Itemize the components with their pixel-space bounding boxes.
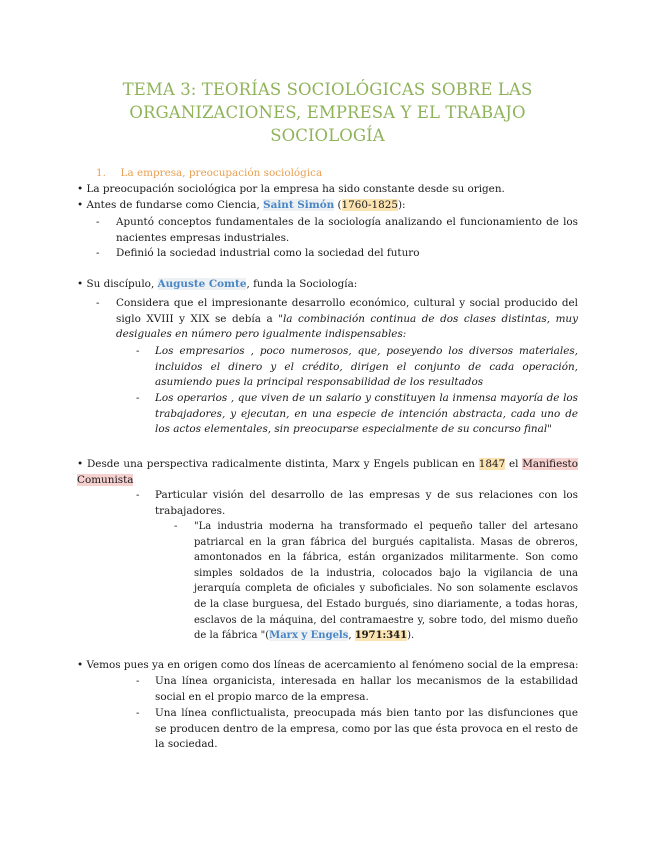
bullet-marker: •: [77, 458, 84, 470]
year-highlight: 1847: [478, 458, 506, 470]
bullet-text: , funda la Sociología:: [246, 278, 358, 290]
bullet-item: [77, 182, 505, 198]
bullet-text: Vemos pues ya en origen como dos líneas de acercamiento al fenómeno social de la empresa:: [86, 659, 579, 671]
dash-marker: -: [96, 297, 100, 309]
bullet-item: [77, 658, 579, 674]
dash-text-italic: "la combinación continua de dos clases distintas, muy desiguales en número pero igualmente indispensables:: [116, 312, 578, 341]
bullet-item: [77, 277, 357, 293]
dash-text: Apuntó conceptos fundamentales de la sociología analizando el funcionamiento de los nacientes empresas industriales.: [116, 216, 578, 244]
dash-text: Una línea conflictualista, preocupada más bien tanto por las disfunciones que se producen dentro de la empresa, como por las que ésta provoca en el resto de la sociedad.: [155, 707, 578, 751]
dash-text: Una línea organicista, interesada en hallar los mecanismos de la estabilidad social en el propio marco de la empresa.: [155, 675, 578, 703]
bullet-text: La preocupación sociológica por la empresa ha sido constante desde su origen.: [86, 183, 505, 195]
bullet-text: el: [505, 458, 523, 470]
dash-text: Definió la sociedad industrial como la sociedad del futuro: [116, 247, 420, 259]
dash-marker: -: [136, 345, 140, 357]
quote-body: "La industria moderna ha transformado el pequeño taller del artesano patriarcal en la gran fábrica del burgués capitalista. Masas de obreros, amontonados en la fábrica, están organizados militarmente. Son como simples soldados de la industria, colocados bajo la vigilancia de una jerarquía completa de oficiales y suboficiales. No son solamente esclavos de la clase burguesa, del Estado burgués, sino diariamente, a todas horas, esclavos de la máquina, del contramaestre y, sobre todo, del mismo dueño de la fábrica "(: [194, 521, 578, 642]
dash-text-normal: Considera que el impresionante desarrollo económico, cultural y social producido del siglo XVIII y XIX se debía a: [116, 297, 578, 325]
quote-body: ).: [407, 630, 415, 642]
bullet-marker: •: [77, 278, 84, 290]
dash-text: Particular visión del desarrollo de las empresas y de sus relaciones con los trabajadores.: [155, 489, 578, 517]
document-title: [0, 78, 655, 147]
dash-marker: -: [136, 707, 140, 719]
dash-text: [116, 296, 578, 343]
bullet-item: [77, 198, 406, 214]
author-saint-simon: Saint Simón: [263, 199, 335, 211]
dash-marker: -: [96, 216, 100, 228]
bullet-text: ):: [397, 199, 406, 211]
bullet-marker: •: [77, 199, 84, 211]
dash-marker: -: [174, 520, 178, 532]
title-line-3: SOCIOLOGÍA: [270, 126, 385, 145]
bullet-marker: •: [77, 659, 84, 671]
dash-marker: -: [136, 392, 140, 404]
title-line-1: TEMA 3: TEORÍAS SOCIOLÓGICAS SOBRE LAS: [122, 80, 533, 99]
dash-marker: -: [96, 247, 100, 259]
marx-quote: [194, 519, 578, 644]
bullet-marker: •: [77, 183, 84, 195]
quote-text: Los empresarios , poco numerosos, que, poseyendo los diversos materiales, incluidos el dinero y el crédito, dirigen el conjunto de cada operación, asumiendo pues la principal responsabilidad de los resultados: [155, 345, 578, 389]
citation-highlight: 1971:341: [354, 630, 408, 642]
dash-marker: -: [136, 675, 140, 687]
bullet-item: [77, 457, 578, 488]
bullet-text: Desde una perspectiva radicalmente distinta, Marx y Engels publican en: [86, 458, 479, 470]
quote-text: Los operarios , que viven de un salario y constituyen la inmensa mayoría de los trabajadores, y ejecutan, en una especie de intención abstracta, cada uno de los actos elementales, sin preocuparse especialmente de su concurso final": [155, 392, 578, 436]
bullet-text: (: [334, 199, 342, 211]
quote-body: ,: [348, 630, 355, 642]
bullet-text: Antes de fundarse como Ciencia,: [86, 199, 264, 211]
section-heading-text: La empresa, preocupación sociológica: [120, 167, 323, 179]
author-marx-engels: Marx y Engels: [269, 630, 349, 642]
dash-marker: -: [136, 489, 140, 501]
title-line-2: ORGANIZACIONES, EMPRESA Y EL TRABAJO: [129, 103, 526, 122]
work-highlight: Manifiesto Comunista: [77, 458, 578, 486]
author-auguste-comte: Auguste Comte: [157, 278, 247, 290]
section-heading: [96, 166, 322, 182]
years-highlight: 1760-1825: [341, 199, 398, 211]
section-number: 1.: [96, 167, 106, 179]
bullet-text: Su discípulo,: [86, 278, 158, 290]
